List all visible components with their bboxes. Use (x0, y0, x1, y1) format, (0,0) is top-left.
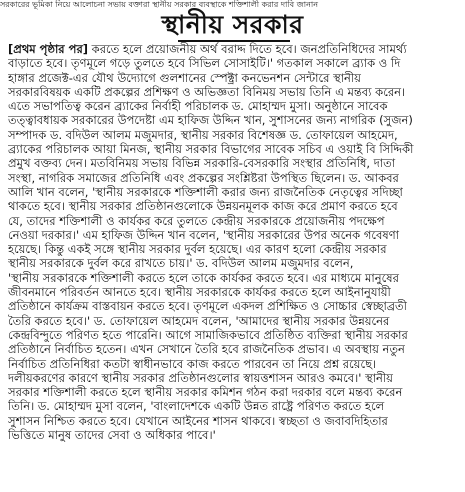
article-line (8, 42, 458, 56)
article-line-text: সরকার শক্তিশালী করতে হলে স্থানীয় সরকার কমিশন গঠন করা দরকার বলে মন্তব্য করেন (8, 385, 403, 400)
article-line (8, 299, 458, 313)
article-line-text: করতে হলে প্রয়োজনীয় অর্থ বরাদ্দ দিতে হবে। জনপ্রতিনিধিদের সামর্থ্য (88, 42, 407, 56)
article-line-text: প্রতিষ্ঠানে কার্যক্রম বাস্তবায়ন করতে হবে। তৃণমূলে একদল প্রশিক্ষিত ও সোচ্চার স্বেচ্ছাব্রতী (8, 299, 407, 314)
article-line (8, 271, 458, 285)
article-line (8, 385, 458, 399)
article-line-text: সরকারবিষয়ক একটি প্রকল্পের প্রশিক্ষণ ও অভিজ্ঞতা বিনিময় সভায় তিনি এ মন্তব্য করেন। (8, 84, 406, 99)
article-line (8, 357, 458, 371)
article-line (8, 285, 458, 299)
article-line (8, 185, 458, 199)
article-line-text: প্রমুখ বক্তব্য দেন। মতবিনিময় সভায় বিভিন্ন সরকারি-বেসরকারি সংস্থার প্রতিনিধি, দাতা (8, 156, 396, 171)
article-line (8, 71, 458, 85)
article-line (8, 99, 458, 113)
article-line-text: জীবনমানে পরিবর্তন আনতে হবে। স্থানীয় সরকারকে কার্যকর করতে হলে আইনানুযায়ী (8, 285, 391, 300)
article-line-text: যে, তাদের শক্তিশালী ও কার্যকর করে তুলতে কেন্দ্রীয় সরকারকে প্রয়োজনীয় পদক্ষেপ (8, 213, 385, 228)
article-line-text: নির্বাচিত প্রতিনিধিরা কতটা স্বাধীনভাবে কাজ করতে পারবেন তা নিয়ে প্রশ্ন রয়েছে। (8, 356, 377, 371)
article-line (8, 428, 458, 442)
article-line (8, 56, 458, 70)
article-line (8, 256, 458, 270)
article-line-text: আলি খান বলেন, 'স্থানীয় সরকারকে শক্তিশালী করার জন্য রাজনৈতিক নেতৃত্বের সদিচ্ছা (8, 184, 403, 199)
article-line (8, 414, 458, 428)
article-line (8, 113, 458, 127)
article-line-text: হাঙ্গার প্রজেক্ট-এর যৌথ উদ্যোগে গুলশানের স্পেক্ট্রা কনভেনশন সেন্টারে স্থানীয় (8, 70, 361, 85)
article-line (8, 399, 458, 413)
article-line-text: ভিত্তিতে মানুষ তাদের সেবা ও অধিকার পাবে।' (8, 428, 216, 443)
article-line-text: বাড়াতে হবে। তৃণমূলে গড়ে তুলতে হবে সিভিল সোসাইটি।' গতকাল সকালে ব্র্যাক ও দি (8, 56, 401, 71)
article-line (8, 328, 458, 342)
article-line (8, 156, 458, 170)
article-line-text: তৈরি করতে হবে।' ড. তোফায়েল আহমেদ বলেন, 'আমাদের স্থানীয় সরকার উন্নয়নের (8, 313, 390, 328)
article-line-text: দলীয়করণের কারণে স্থানীয় সরকার প্রতিষ্ঠানগুলোর স্বায়ত্তশাসন আরও কমবে।' স্থানীয় (8, 370, 393, 385)
article-line (8, 85, 458, 99)
previous-article-cutoff-text: সরকারের ভূমিকা নিয়ে আলোচনা সভায় বক্তারা স্থানীয় সরকার ব্যবস্থাকে শক্তিশালী করার দাবি জানান (0, 0, 318, 9)
article-line-text: এতে সভাপতিত্ব করেন ব্র্যাকের নির্বাহী পরিচালক ড. মোহাম্মদ মুসা। অনুষ্ঠানে সাবেক (8, 99, 388, 114)
article-headline: স্থানীয় সরকার (161, 10, 304, 39)
article-line (8, 242, 458, 256)
article-line-text: তিনি। ড. মোহাম্মদ মুসা বলেন, 'বাংলাদেশকে একটি উন্নত রাষ্ট্রে পরিণত করতে হলে (8, 399, 385, 414)
continued-from-front-page-label: [প্রথম পৃষ্ঠার পর] (8, 42, 89, 56)
article-line (8, 371, 458, 385)
article-line (8, 342, 458, 356)
article-line-text: ব্র্যাকের পরিচালক আয়া মিনজ, স্থানীয় সরকার বিভাগের সাবেক সচিব এ ওয়াই বি সিদ্দিকী (8, 142, 414, 157)
article-line-text: নেওয়া দরকার।' এম হাফিজ উদ্দিন খান বলেন, 'স্থানীয় সরকারের উপর অনেক গবেষণা (8, 227, 400, 242)
article-line-text: স্থানীয় সরকারকে দুর্বল করে রাখতে চায়।' ড. বদিউল আলম মজুমদার বলেন, (8, 256, 354, 271)
article-line-text: 'স্থানীয় সরকারকে শক্তিশালী করতে হলে তাকে কার্যকর করতে হবে। এর মাধ্যমে মানুষের (8, 270, 399, 285)
article-line-text: সংস্থা, নাগরিক সমাজের প্রতিনিধি এবং প্রকল্পের সংশ্লিষ্টরা উপস্থিত ছিলেন। ড. আকবর (8, 170, 399, 185)
article-line (8, 142, 458, 156)
article-line-text: কেন্দ্রবিন্দুতে পরিণত হতে পারেনি। আগে সামাজিকভাবে প্রতিষ্ঠিত ব্যক্তিরা স্থানীয় সরকার (8, 327, 408, 342)
article-line (8, 214, 458, 228)
article-line (8, 314, 458, 328)
article-line (8, 228, 458, 242)
article-line-text: প্রতিষ্ঠানে নির্বাচিত হতেন। এখন সেখানে তৈরি হবে রাজনৈতিক প্রভাব। এ অবস্থায় নতুন (8, 342, 405, 357)
article-line (8, 171, 458, 185)
article-body (8, 42, 458, 488)
article-line-text: সম্পাদক ড. বদিউল আলম মজুমদার, স্থানীয় সরকার বিশেষজ্ঞ ড. তোফায়েল আহমেদ, (8, 127, 398, 142)
article-line-text: থাকতে হবে। স্থানীয় সরকার প্রতিষ্ঠানগুলোকে উন্নয়নমূলক কাজ করে প্রমাণ করতে হবে (8, 199, 398, 214)
article-line-text: সুশাসন নিশ্চিত করতে হবে। যেখানে আইনের শাসন থাকবে। স্বচ্ছতা ও জবাবদিহিতার (8, 413, 388, 428)
article-line-text: হয়েছে। কিন্তু একই সঙ্গে স্থানীয় সরকার দুর্বল হয়েছে। এর কারণ হলো কেন্দ্রীয় সরকার (8, 242, 387, 257)
article-line (8, 199, 458, 213)
article-line-text: তত্ত্বাবধায়ক সরকারের উপদেষ্টা এম হাফিজ উদ্দিন খান, সুশাসনের জন্য নাগরিক (সুজন) (8, 113, 413, 128)
article-line (8, 128, 458, 142)
